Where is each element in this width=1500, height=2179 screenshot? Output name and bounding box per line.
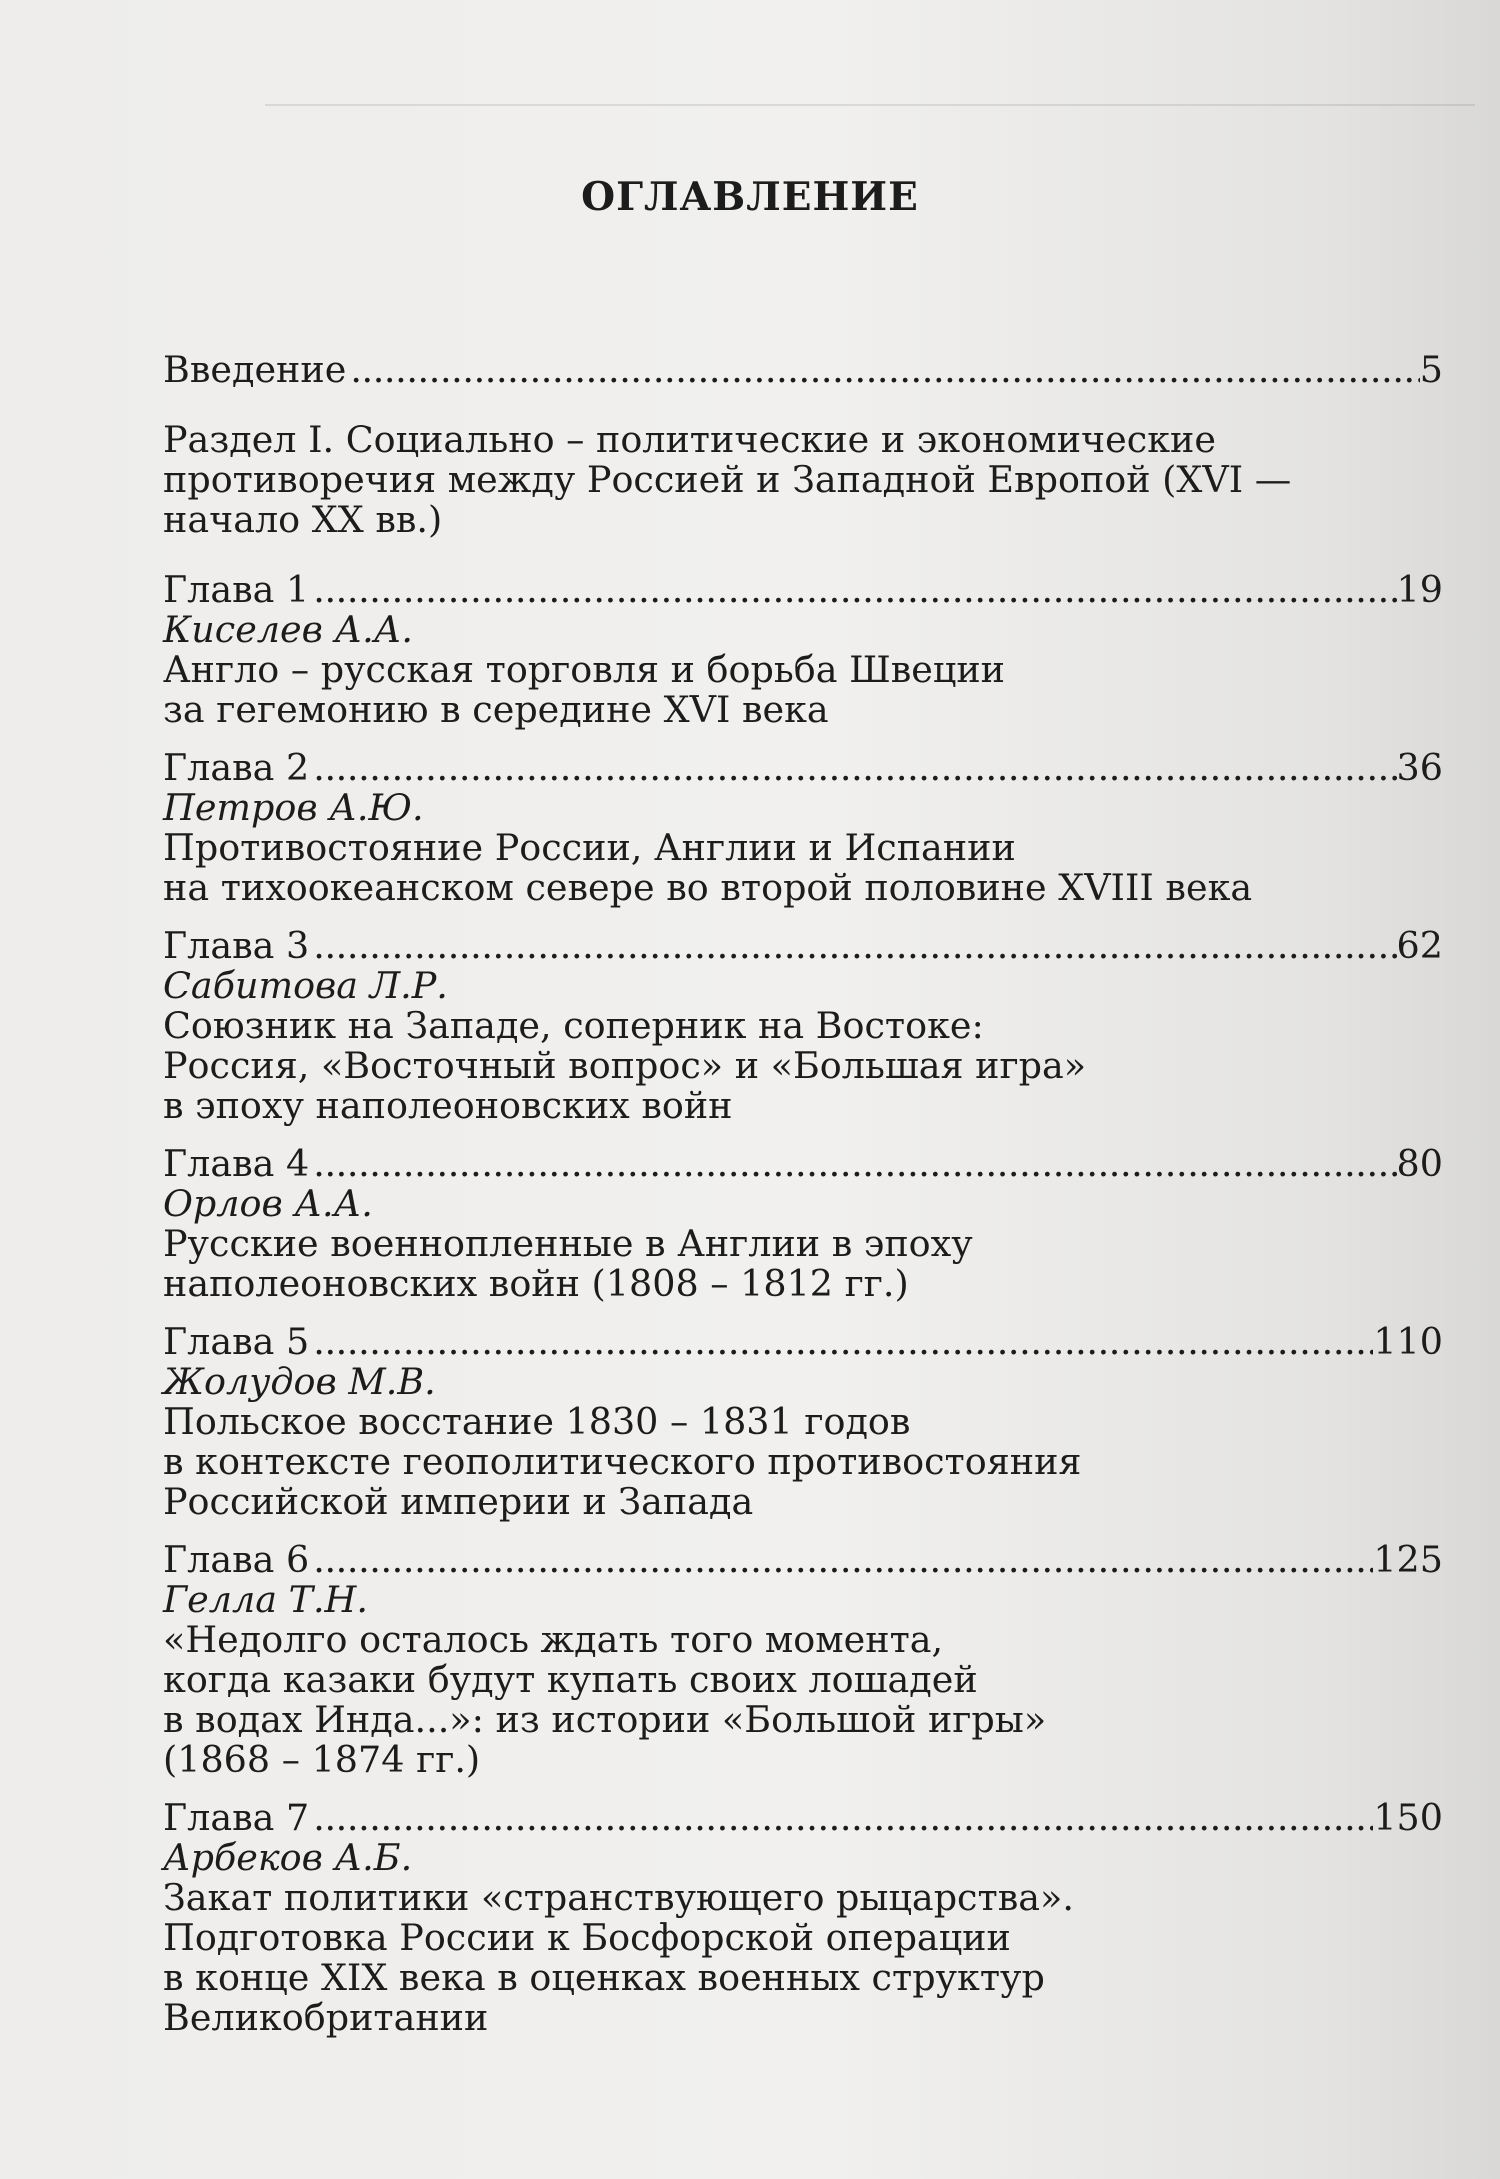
chapter-page-number: 125 bbox=[1373, 1538, 1443, 1581]
chapter-page-number: 80 bbox=[1396, 1142, 1443, 1185]
chapter-label: Глава 7 bbox=[163, 1796, 310, 1839]
chapter-label: Глава 4 bbox=[163, 1142, 310, 1185]
chapter-title-line: Россия, «Восточный вопрос» и «Большая игра» bbox=[163, 1044, 1087, 1087]
chapter-author: Петров А.Ю. bbox=[163, 786, 424, 829]
chapter-title-line: «Недолго осталось ждать того момента, bbox=[163, 1618, 944, 1661]
chapter-page-number: 150 bbox=[1373, 1796, 1443, 1839]
dot-leader bbox=[309, 1540, 1373, 1580]
dot-leader bbox=[309, 1798, 1373, 1838]
toc-chapter-entry bbox=[163, 1322, 1443, 1522]
chapter-title-line: Польское восстание 1830 – 1831 годов bbox=[163, 1400, 911, 1443]
toc-chapter-entry bbox=[163, 926, 1443, 1126]
chapter-title-line: когда казаки будут купать своих лошадей bbox=[163, 1658, 978, 1701]
dot-leader bbox=[309, 926, 1396, 966]
chapter-author: Жолудов М.В. bbox=[163, 1360, 436, 1403]
chapter-page-number: 36 bbox=[1396, 746, 1443, 789]
chapter-title-line: Союзник на Западе, соперник на Востоке: bbox=[163, 1004, 984, 1047]
chapter-author: Гелла Т.Н. bbox=[163, 1578, 368, 1621]
toc-intro-label: Введение bbox=[163, 348, 347, 391]
section-line: начало XX вв.) bbox=[163, 498, 443, 541]
chapter-label: Глава 2 bbox=[163, 746, 310, 789]
dot-leader bbox=[309, 570, 1396, 610]
dot-leader bbox=[309, 1322, 1373, 1362]
chapter-label: Глава 6 bbox=[163, 1538, 310, 1581]
chapter-title-line: Русские военнопленные в Англии в эпоху bbox=[163, 1222, 973, 1265]
toc-chapter-entry bbox=[163, 1144, 1443, 1304]
show-through-text bbox=[165, 70, 1475, 106]
dot-leader bbox=[346, 350, 1419, 390]
chapter-label: Глава 3 bbox=[163, 924, 310, 967]
toc-entry-intro bbox=[163, 350, 1443, 390]
chapter-title-line: в контексте геополитического противостояния bbox=[163, 1440, 1082, 1483]
chapter-title-line: в водах Инда...»: из истории «Большой игры» bbox=[163, 1698, 1047, 1741]
chapter-title-line: в эпоху наполеоновских войн bbox=[163, 1084, 733, 1127]
toc-chapter-entry bbox=[163, 570, 1443, 730]
table-of-contents bbox=[163, 350, 1443, 2056]
chapter-label: Глава 5 bbox=[163, 1320, 310, 1363]
toc-chapter-entry bbox=[163, 1798, 1443, 2038]
chapter-page-number: 62 bbox=[1396, 924, 1443, 967]
chapter-title-line: Российской империи и Запада bbox=[163, 1480, 754, 1523]
chapter-author: Сабитова Л.Р. bbox=[163, 964, 448, 1007]
toc-chapter-entry bbox=[163, 748, 1443, 908]
chapter-title-line: Великобритании bbox=[163, 1996, 489, 2039]
dot-leader bbox=[309, 1144, 1396, 1184]
chapter-title-line: в конце XIX века в оценках военных структур bbox=[163, 1956, 1045, 1999]
chapter-title-line: Закат политики «странствующего рыцарства». bbox=[163, 1876, 1074, 1919]
chapter-author: Киселев А.А. bbox=[163, 608, 413, 651]
chapter-title-line: наполеоновских войн (1808 – 1812 гг.) bbox=[163, 1262, 909, 1305]
chapter-page-number: 19 bbox=[1396, 568, 1443, 611]
page-title: ОГЛАВЛЕНИЕ bbox=[581, 174, 919, 220]
toc-chapter-entry bbox=[163, 1540, 1443, 1780]
toc-section-heading bbox=[163, 420, 1443, 540]
chapter-title-line: Англо – русская торговля и борьба Швеции bbox=[163, 648, 1006, 691]
chapter-title-line: Подготовка России к Босфорской операции bbox=[163, 1916, 1011, 1959]
chapter-title-line: на тихоокеанском севере во второй половине XVIII века bbox=[163, 866, 1253, 909]
section-line: противоречия между Россией и Западной Европой (XVI — bbox=[163, 458, 1292, 501]
section-line: Раздел I. Социально – политические и экономические bbox=[163, 418, 1216, 461]
chapter-label: Глава 1 bbox=[163, 568, 310, 611]
chapter-page-number: 110 bbox=[1373, 1320, 1443, 1363]
chapter-title-line: за гегемонию в середине XVI века bbox=[163, 688, 829, 731]
chapter-list bbox=[163, 570, 1443, 2038]
chapter-author: Орлов А.А. bbox=[163, 1182, 373, 1225]
toc-intro-page: 5 bbox=[1419, 348, 1443, 391]
chapter-title-line: Противостояние России, Англии и Испании bbox=[163, 826, 1016, 869]
dot-leader bbox=[309, 748, 1396, 788]
chapter-author: Арбеков А.Б. bbox=[163, 1836, 413, 1879]
chapter-title-line: (1868 – 1874 гг.) bbox=[163, 1738, 481, 1781]
